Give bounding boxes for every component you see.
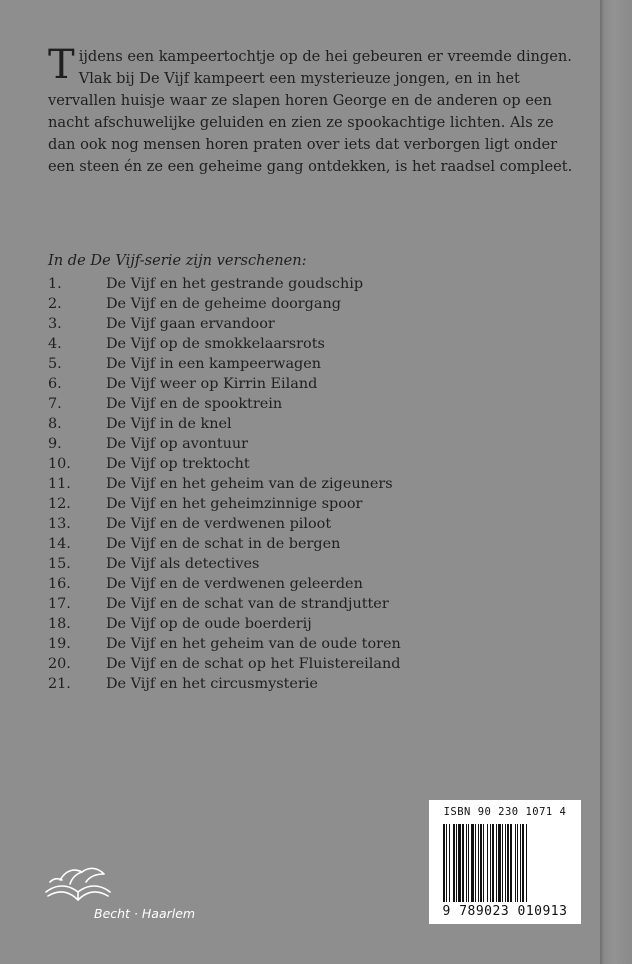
book-number: 21. [48, 676, 71, 692]
book-number: 18. [48, 616, 71, 632]
book-title: De Vijf en het gestrande goudschip [106, 276, 364, 292]
barcode-bars [443, 824, 567, 902]
drop-cap: T [48, 42, 75, 88]
series-book-item [48, 454, 401, 474]
series-book-item [48, 314, 401, 334]
barcode-stripe [453, 824, 455, 902]
book-title: De Vijf en het geheim van de zigeuners [106, 476, 393, 492]
book-title: De Vijf en de verdwenen piloot [106, 516, 332, 532]
barcode-stripe [458, 824, 461, 902]
barcode-stripe [526, 824, 527, 902]
barcode-stripe [443, 824, 445, 902]
book-number: 4. [48, 336, 62, 352]
book-title: De Vijf in een kampeerwagen [106, 356, 322, 372]
book-number: 5. [48, 356, 62, 372]
series-book-item [48, 274, 401, 294]
book-title: De Vijf en de schat op het Fluistereiland [106, 656, 401, 672]
book-number: 20. [48, 656, 71, 672]
series-book-item [48, 674, 401, 694]
series-heading: In de De Vijf-serie zijn verschenen: [48, 252, 307, 269]
barcode-stripe [478, 824, 479, 902]
book-title: De Vijf en het circusmysterie [106, 676, 318, 692]
book-number: 3. [48, 316, 62, 332]
barcode-stripe [520, 824, 521, 902]
book-title: De Vijf en het geheimzinnige spoor [106, 496, 363, 512]
book-title: De Vijf weer op Kirrin Eiland [106, 376, 318, 392]
book-title: De Vijf op trektocht [106, 456, 250, 472]
barcode-stripe [515, 824, 516, 902]
barcode-stripe [480, 824, 482, 902]
barcode-stripe [502, 824, 503, 902]
book-number: 1. [48, 276, 62, 292]
book-number: 8. [48, 416, 62, 432]
book-title: De Vijf en de schat van de strandjutter [106, 596, 389, 612]
barcode-stripe [468, 824, 469, 902]
barcode-stripe [492, 824, 494, 902]
book-number: 10. [48, 456, 71, 472]
series-book-item [48, 394, 401, 414]
barcode-stripe [449, 824, 450, 902]
book-number: 13. [48, 516, 71, 532]
series-list [48, 274, 401, 694]
barcode-stripe [462, 824, 464, 902]
series-book-item [48, 414, 401, 434]
book-number: 9. [48, 436, 62, 452]
barcode-stripe [490, 824, 491, 902]
book-title: De Vijf en het geheim van de oude toren [106, 636, 401, 652]
series-book-item [48, 534, 401, 554]
barcode-stripe [507, 824, 509, 902]
blurb-text: ijdens een kampeertochtje op de hei gebeuren er vreemde dingen. Vlak bij De Vijf kampeert een mysterieuze jongen, en in het vervallen huisje waar ze slapen horen George en de anderen op een nacht afschuwelijke geluiden en zien ze spookachtige lichten. Als ze dan ook nog mensen horen praten over iets dat verborgen ligt onder een steen én ze een geheime gang ontdekken, is het raadsel compleet. [48, 48, 573, 175]
series-book-item [48, 614, 401, 634]
barcode-stripe [510, 824, 512, 902]
book-number: 2. [48, 296, 62, 312]
book-title: De Vijf gaan ervandoor [106, 316, 275, 332]
book-number: 19. [48, 636, 71, 652]
series-book-item [48, 494, 401, 514]
barcode-label [429, 800, 581, 924]
ean-number: 9 789023 010913 [442, 904, 568, 919]
blurb-paragraph [48, 42, 574, 178]
barcode-stripe [483, 824, 484, 902]
barcode-stripe [496, 824, 497, 902]
book-title: De Vijf en de verdwenen geleerden [106, 576, 363, 592]
barcode-stripe [522, 824, 524, 902]
barcode-stripe [505, 824, 506, 902]
series-book-item [48, 594, 401, 614]
book-title: De Vijf en de spooktrein [106, 396, 283, 412]
series-book-item [48, 374, 401, 394]
isbn-number: ISBN 90 230 1071 4 [443, 806, 567, 818]
book-title: De Vijf als detectives [106, 556, 260, 572]
barcode-stripe [498, 824, 501, 902]
barcode-stripe [466, 824, 467, 902]
publisher-book-bird-icon [40, 862, 120, 906]
publisher-name: Becht · Haarlem [94, 906, 196, 921]
series-book-item [48, 574, 401, 594]
book-number: 11. [48, 476, 71, 492]
barcode-stripe [517, 824, 518, 902]
barcode-stripe [475, 824, 476, 902]
series-book-item [48, 554, 401, 574]
series-book-item [48, 474, 401, 494]
series-book-item [48, 434, 401, 454]
book-title: De Vijf op de oude boerderij [106, 616, 312, 632]
book-number: 14. [48, 536, 71, 552]
book-number: 12. [48, 496, 71, 512]
series-book-item [48, 294, 401, 314]
book-spine-edge [600, 0, 632, 964]
barcode-stripe [471, 824, 474, 902]
barcode-stripe [487, 824, 488, 902]
series-book-item [48, 514, 401, 534]
book-title: De Vijf in de knel [106, 416, 232, 432]
series-book-item [48, 654, 401, 674]
series-book-item [48, 634, 401, 654]
book-title: De Vijf en de geheime doorgang [106, 296, 341, 312]
series-book-item [48, 354, 401, 374]
barcode-stripe [456, 824, 457, 902]
book-number: 7. [48, 396, 62, 412]
book-number: 15. [48, 556, 71, 572]
book-number: 17. [48, 596, 71, 612]
book-number: 6. [48, 376, 62, 392]
barcode-stripe [446, 824, 447, 902]
book-title: De Vijf op avontuur [106, 436, 249, 452]
book-number: 16. [48, 576, 71, 592]
series-book-item [48, 334, 401, 354]
book-title: De Vijf op de smokkelaarsrots [106, 336, 325, 352]
book-title: De Vijf en de schat in de bergen [106, 536, 341, 552]
